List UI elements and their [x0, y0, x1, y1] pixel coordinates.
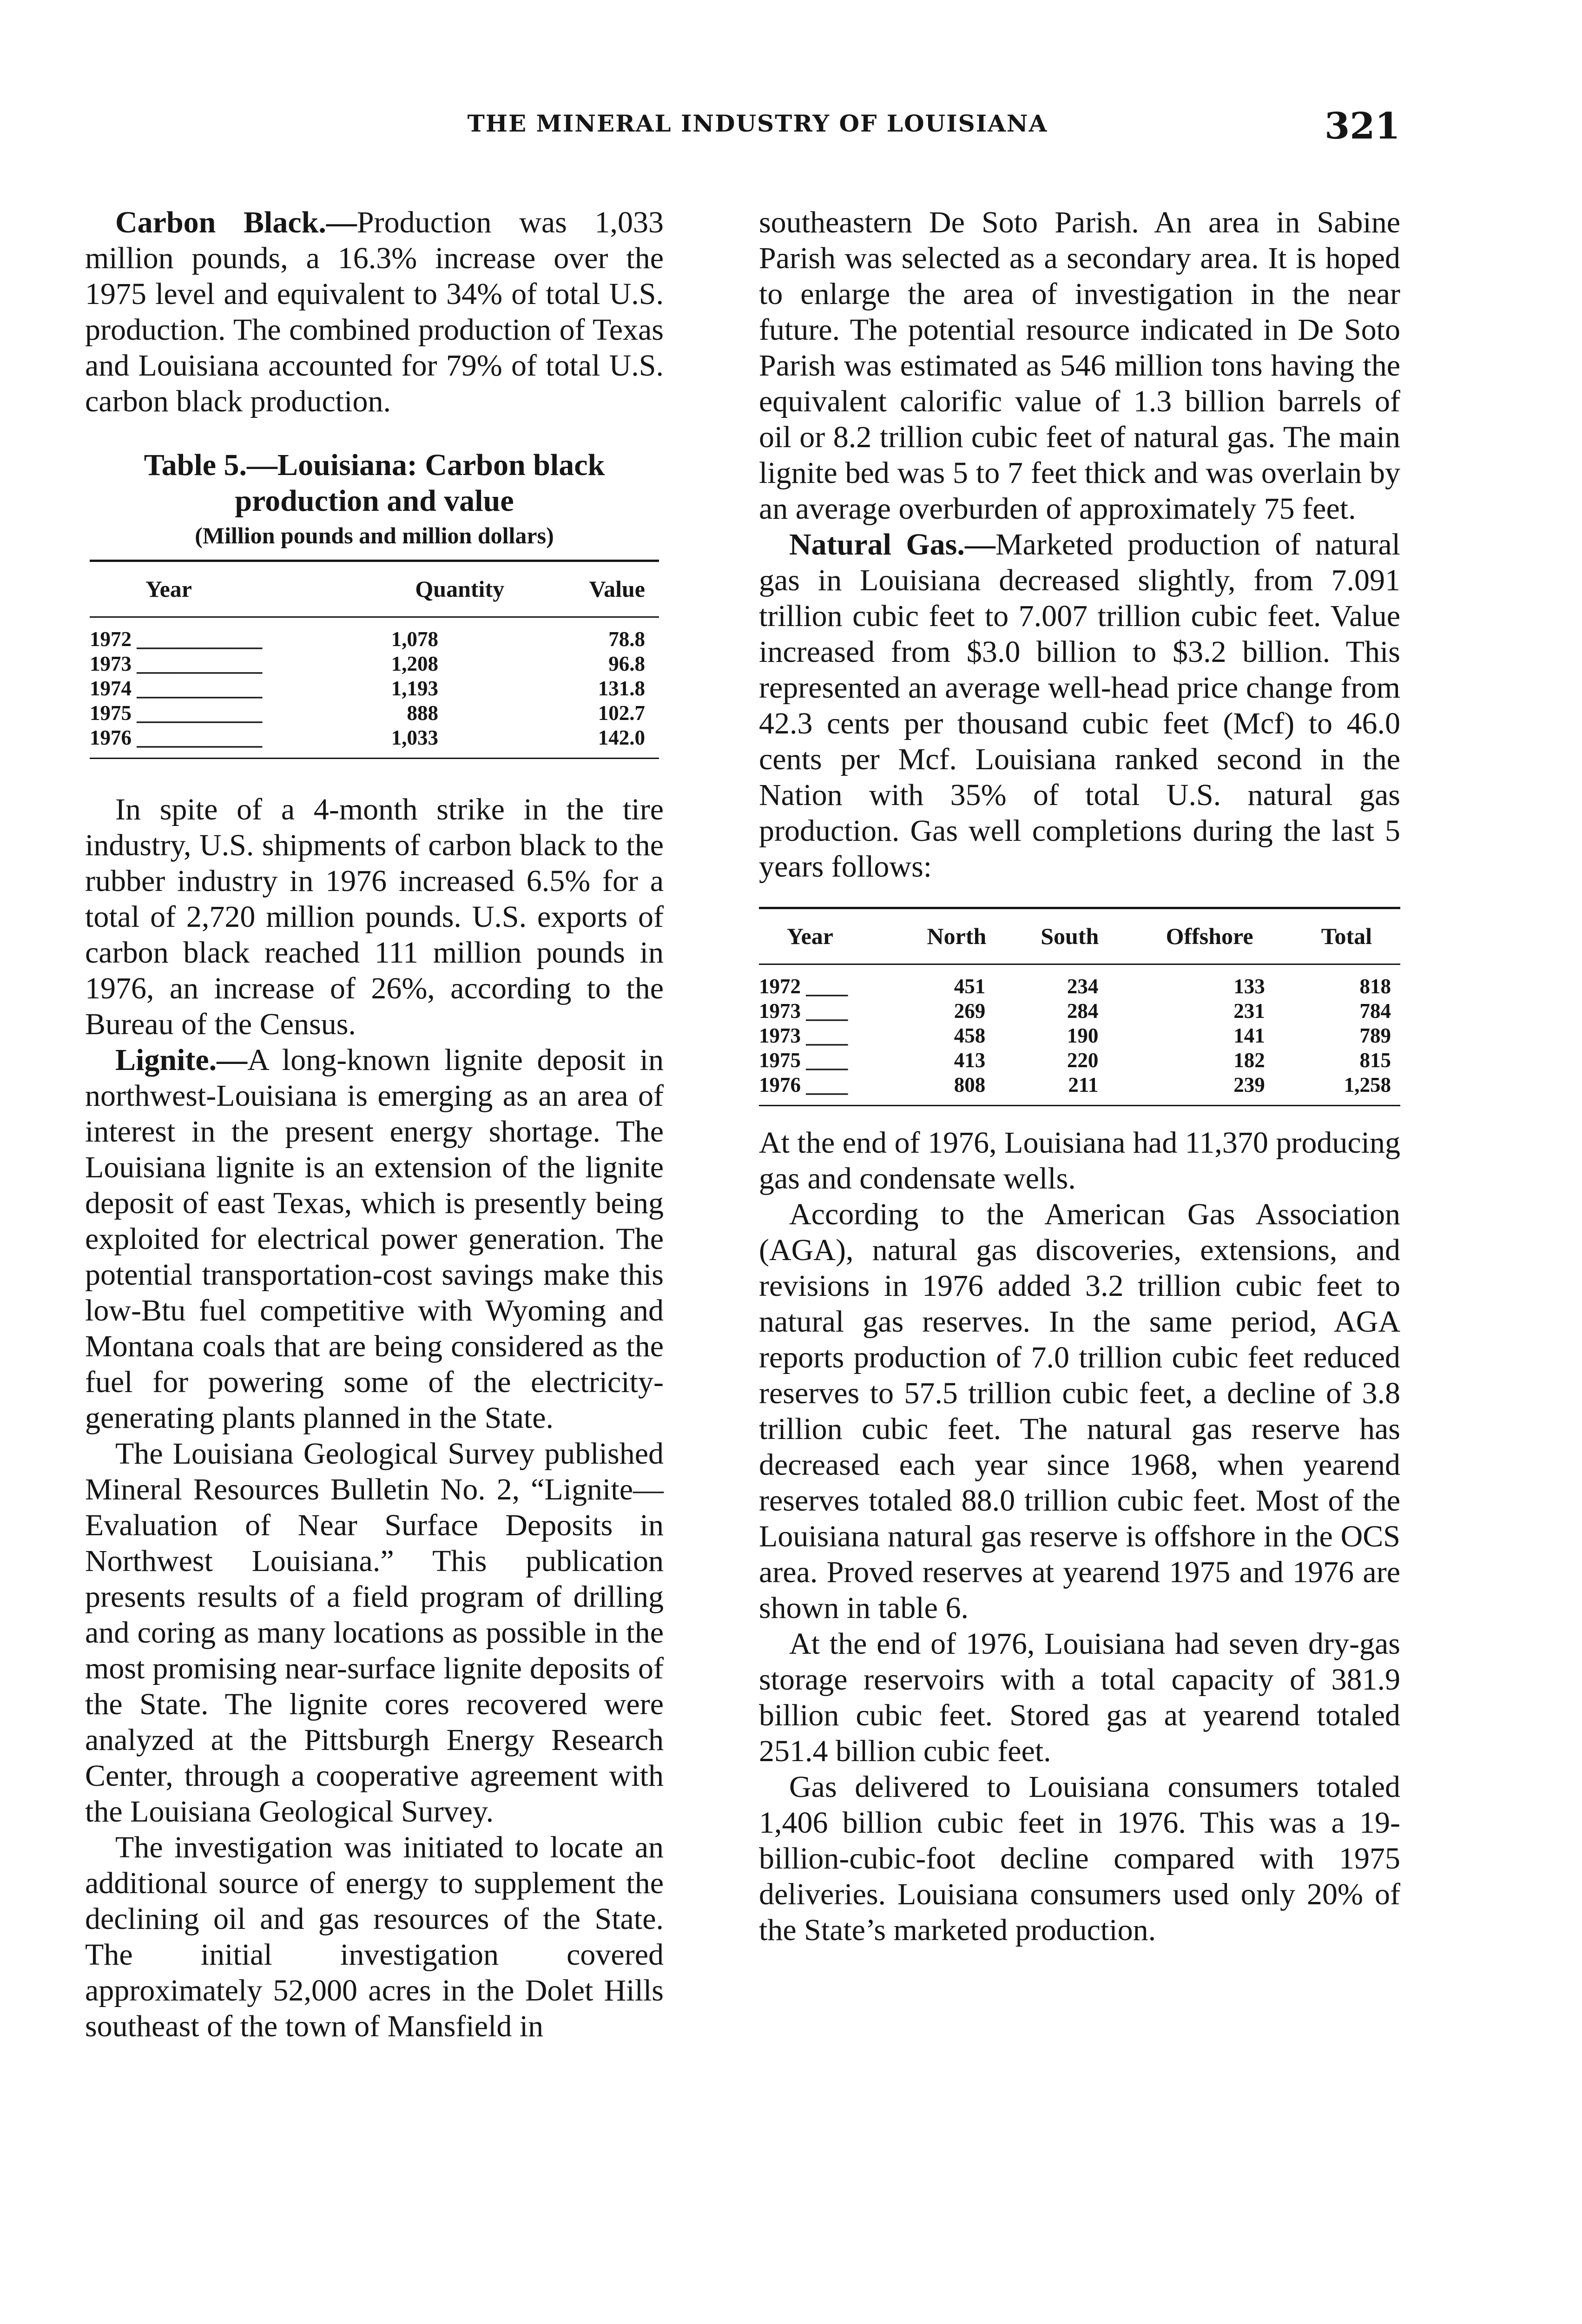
gas-year: 1976 — [759, 1073, 801, 1096]
lignite-text: A long-known lignite deposit in northwest-Louisiana is emerging as an area of interest in the present energy shortage. The Louisiana lignite is an extension of the lignite deposit of east Texas, which is presently being exploited for electrical power generation. The potential transportation-cost savings make this low-Btu fuel competitive with Wyoming and Montana coals that are being considered as the fuel for powering some of the electricity-generating plants planned in the State. — [85, 1043, 664, 1435]
table-5-bottom-rule — [90, 758, 659, 759]
table-row — [759, 1048, 1400, 1073]
table-5-col-quantity: Quantity — [415, 576, 505, 602]
strike-paragraph: In spite of a 4-month strike in the tire industry, U.S. shipments of carbon black to the rubber industry in 1976 increased 6.5% for a total of 2,720 million pounds. U.S. exports of carbon black reached 111 million pounds in 1976, an increase of 26%, according to the Bureau of the Census. — [85, 792, 664, 1041]
table-5-year: 1974 — [90, 677, 132, 700]
table-5-grid — [90, 562, 659, 750]
gas-table-bottom-rule — [759, 1105, 1400, 1106]
table-5-value: 96.8 — [608, 652, 645, 675]
right-column — [759, 205, 1400, 1948]
dot-leader: ____________ — [137, 652, 263, 675]
investigation-paragraph: The investigation was initiated to locate an additional source of energy to supplement the declining oil and gas resources of the State. The initial investigation covered approximately 52,000 acres in the Dolet Hills southeast of the town of Mansfield in — [85, 1830, 664, 2043]
continued-paragraph: southeastern De Soto Parish. An area in Sabine Parish was selected as a secondary area. It is hoped to enlarge the area of investigation in the near future. The potential resource indicated in De Soto Parish was estimated as 546 million tons having the equivalent calorific value of 1.3 billion barrels of oil or 8.2 trillion cubic feet of natural gas. The main lignite bed was 5 to 7 feet thick and was overlain by an average overburden of approximately 75 feet. — [759, 205, 1400, 526]
table-row — [90, 676, 659, 701]
table-5-quantity: 1,033 — [391, 726, 438, 749]
carbon-black-text: Production was 1,033 million pounds, a 16.3% increase over the 1975 level and equivalent to 34% of total U.S. production. The combined production of Texas and Louisiana accounted for 79% of total U.S. carbon black production. — [85, 205, 664, 418]
gas-offshore: 141 — [1233, 1024, 1265, 1047]
gas-north: 451 — [954, 975, 986, 998]
gas-total: 789 — [1359, 1024, 1391, 1047]
table-5-value: 78.8 — [608, 627, 645, 651]
dot-leader: ____________ — [137, 726, 263, 749]
dot-leader: ____ — [806, 1073, 848, 1096]
table-5-year: 1976 — [90, 726, 132, 749]
page-number: 321 — [1325, 105, 1400, 147]
table-5-col-value: Value — [589, 576, 645, 602]
natural-gas-text: Marketed production of natural gas in Louisiana decreased slightly, from 7.091 trillion cubic feet to 7.007 trillion cubic feet. Value increased from $3.0 billion to $3.2 billion. This represented an average well-head price change from 42.3 cents per thousand cubic feet (Mcf) to 46.0 cents per Mcf. Louisiana ranked second in the Nation with 35% of total U.S. natural gas production. Gas well completions during the last 5 years follows: — [759, 528, 1401, 884]
lignite-paragraph — [85, 1042, 664, 1436]
gas-south: 211 — [1068, 1073, 1099, 1096]
table-5-value: 131.8 — [598, 677, 645, 700]
wells-paragraph: At the end of 1976, Louisiana had 11,370 producing gas and condensate wells. — [759, 1126, 1400, 1195]
table-5-title-line2: production and value — [235, 484, 514, 518]
aga-paragraph: According to the American Gas Association (AGA), natural gas discoveries, extensions, and revisions in 1976 added 3.2 trillion cubic feet to natural gas reserves. In the same period, AGA reports production of 7.0 trillion cubic feet reduced reserves to 57.5 trillion cubic feet, a decline of 3.8 trillion cubic feet. The natural gas reserve has decreased each year since 1968, when yearend reserves totaled 88.0 trillion cubic feet. Most of the Louisiana natural gas reserve is offshore in the OCS area. Proved reserves at yearend 1975 and 1976 are shown in table 6. — [759, 1197, 1400, 1625]
gas-south: 234 — [1067, 975, 1099, 998]
running-title: THE MINERAL INDUSTRY OF LOUISIANA — [467, 110, 1048, 137]
gas-col-total: Total — [1321, 923, 1372, 949]
table-5-quantity: 1,078 — [391, 627, 438, 651]
table-row — [90, 627, 659, 652]
gas-north: 458 — [954, 1024, 986, 1047]
dot-leader: ____________ — [137, 701, 263, 725]
dot-leader: ____ — [806, 1024, 848, 1047]
gas-table-grid — [759, 909, 1400, 1097]
gas-offshore: 133 — [1233, 975, 1265, 998]
gas-north: 413 — [954, 1049, 986, 1072]
table-row — [90, 701, 659, 726]
gas-south: 220 — [1067, 1049, 1099, 1072]
survey-paragraph: The Louisiana Geological Survey published Mineral Resources Bulletin No. 2, “Lignite—Evaluation of Near Surface Deposits in Northwest Louisiana.” This publication presents results of a field program of drilling and coring as many locations as possible in the most promising near-surface lignite deposits of the State. The lignite cores recovered were analyzed at the Pittsburgh Energy Research Center, through a cooperative agreement with the Louisiana Geological Survey. — [85, 1437, 664, 1829]
dot-leader: ____ — [806, 1049, 848, 1072]
table-row — [90, 652, 659, 676]
table-5-year: 1972 — [90, 627, 132, 651]
table-5-quantity: 888 — [407, 701, 438, 725]
gas-south: 190 — [1067, 1024, 1099, 1047]
dot-leader: ____ — [806, 975, 848, 998]
table-5-year: 1975 — [90, 701, 132, 725]
gas-year: 1972 — [759, 975, 801, 998]
gas-offshore: 231 — [1233, 999, 1265, 1023]
natural-gas-paragraph — [759, 527, 1400, 885]
gas-total: 815 — [1359, 1049, 1391, 1072]
dot-leader: ____________ — [137, 677, 263, 700]
table-row — [759, 974, 1400, 999]
table-5-quantity: 1,208 — [391, 652, 438, 675]
table-5-subtitle: (Million pounds and million dollars) — [195, 522, 554, 548]
table-row — [90, 726, 659, 750]
gas-north: 269 — [954, 999, 986, 1023]
natural-gas-heading: Natural Gas.— — [789, 528, 995, 561]
gas-table-header-row — [759, 909, 1400, 964]
table-5-year: 1973 — [90, 652, 132, 675]
gas-total: 1,258 — [1344, 1073, 1391, 1096]
carbon-black-paragraph — [85, 205, 664, 419]
gas-col-south: South — [1041, 923, 1099, 949]
table-row — [759, 999, 1400, 1023]
table-5-col-year: Year — [145, 576, 192, 602]
table-row — [759, 1073, 1400, 1097]
consumers-paragraph: Gas delivered to Louisiana consumers totaled 1,406 billion cubic feet in 1976. This was a 19-billion-cubic-foot decline compared with 1975 deliveries. Louisiana consumers used only 20% of the State’s marketed production. — [759, 1770, 1400, 1947]
gas-col-year: Year — [787, 923, 833, 949]
gas-total: 784 — [1359, 999, 1391, 1023]
table-row — [759, 1023, 1400, 1048]
table-5-title-line1: Table 5.—Louisiana: Carbon black — [144, 448, 605, 482]
gas-total: 818 — [1359, 975, 1391, 998]
dot-leader: ____________ — [137, 627, 263, 651]
gas-south: 284 — [1067, 999, 1099, 1023]
gas-year: 1973 — [759, 999, 801, 1023]
gas-offshore: 239 — [1233, 1073, 1265, 1096]
left-column — [85, 205, 664, 2044]
storage-paragraph: At the end of 1976, Louisiana had seven dry-gas storage reservoirs with a total capacity of 381.9 billion cubic feet. Stored gas at yearend totaled 251.4 billion cubic feet. — [759, 1627, 1400, 1768]
table-5-quantity: 1,193 — [391, 677, 438, 700]
gas-year: 1975 — [759, 1049, 801, 1072]
gas-north: 808 — [954, 1073, 986, 1096]
carbon-black-heading: Carbon Black.— — [115, 205, 357, 239]
table-5 — [85, 447, 664, 759]
table-5-header-row — [90, 562, 659, 616]
table-5-title — [90, 447, 659, 519]
gas-col-north: North — [927, 923, 987, 949]
table-5-value: 142.0 — [598, 726, 645, 749]
dot-leader: ____ — [806, 999, 848, 1023]
gas-well-table — [759, 907, 1400, 1106]
gas-year: 1973 — [759, 1024, 801, 1047]
gas-offshore: 182 — [1233, 1049, 1265, 1072]
table-5-value: 102.7 — [598, 701, 645, 725]
gas-col-offshore: Offshore — [1166, 923, 1253, 949]
lignite-heading: Lignite.— — [115, 1043, 248, 1077]
